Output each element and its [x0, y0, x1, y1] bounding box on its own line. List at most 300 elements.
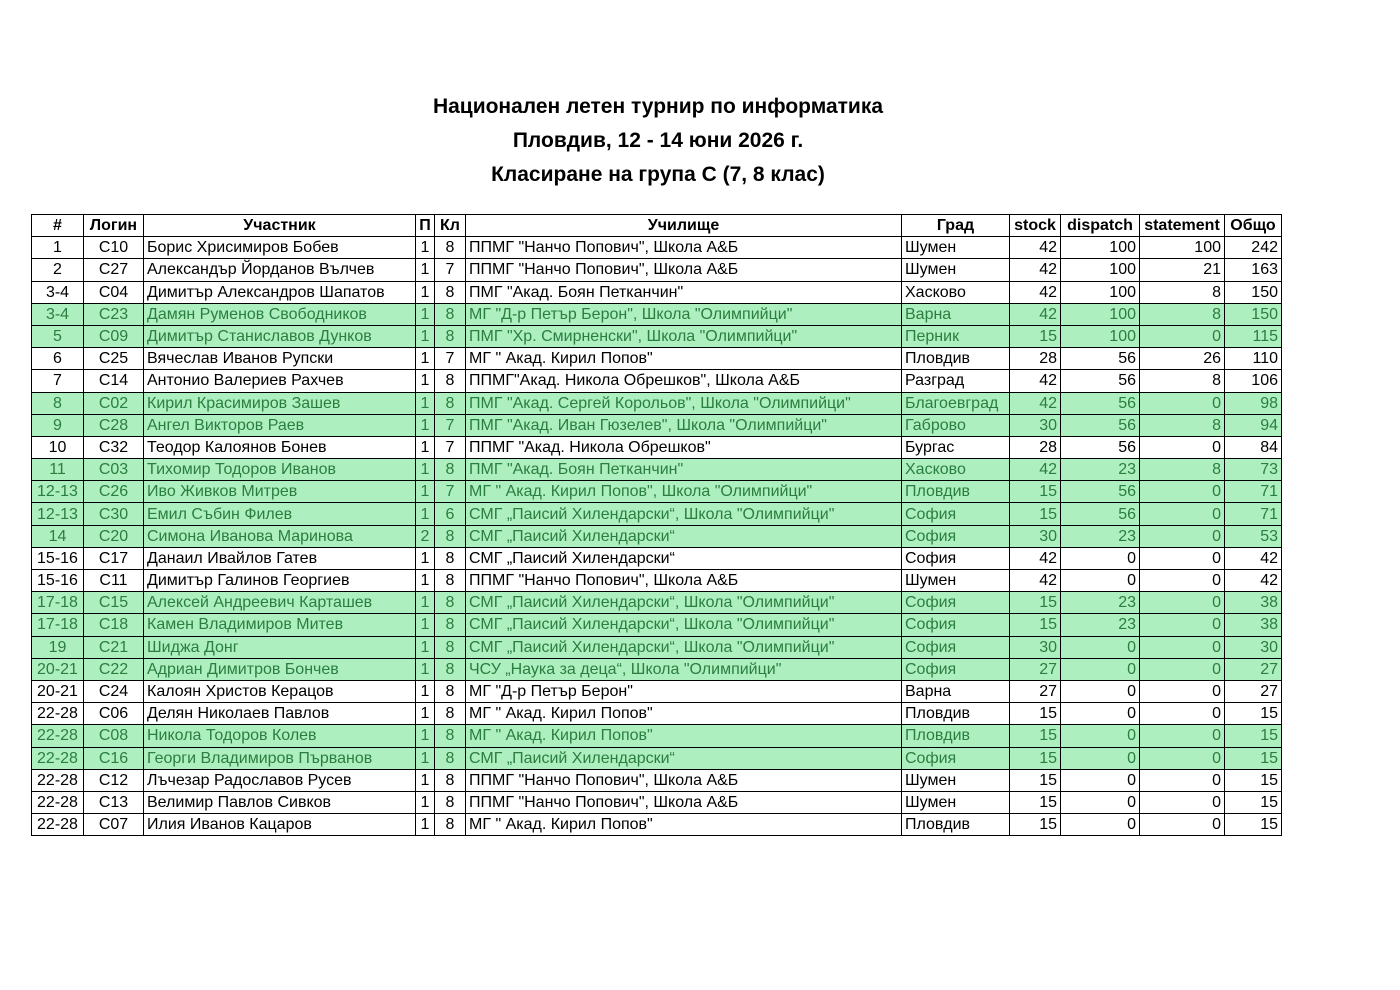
cell-total: 30: [1225, 636, 1282, 658]
cell-stock: 27: [1010, 658, 1061, 680]
cell-login: C25: [84, 348, 144, 370]
cell-stock: 42: [1010, 370, 1061, 392]
cell-total: 42: [1225, 570, 1282, 592]
cell-p: 1: [416, 459, 435, 481]
header-city: Град: [902, 215, 1010, 237]
cell-stock: 27: [1010, 680, 1061, 702]
cell-total: 15: [1225, 703, 1282, 725]
cell-participant: Димитър Галинов Георгиев: [144, 570, 416, 592]
header-rank: #: [32, 215, 84, 237]
cell-p: 1: [416, 680, 435, 702]
cell-city: Пловдив: [902, 481, 1010, 503]
cell-p: 1: [416, 747, 435, 769]
header-dispatch: dispatch: [1061, 215, 1140, 237]
cell-grade: 8: [435, 370, 466, 392]
cell-grade: 7: [435, 259, 466, 281]
cell-stock: 42: [1010, 281, 1061, 303]
cell-dispatch: 0: [1061, 814, 1140, 836]
cell-grade: 8: [435, 725, 466, 747]
cell-school: ПМГ "Акад. Сергей Корольов", Школа "Олимпийци": [466, 392, 902, 414]
cell-p: 1: [416, 570, 435, 592]
cell-stock: 15: [1010, 814, 1061, 836]
cell-dispatch: 100: [1061, 259, 1140, 281]
cell-stock: 15: [1010, 791, 1061, 813]
header-participant: Участник: [144, 215, 416, 237]
header-p: П: [416, 215, 435, 237]
cell-total: 38: [1225, 614, 1282, 636]
cell-login: C15: [84, 592, 144, 614]
header-login: Логин: [84, 215, 144, 237]
cell-total: 15: [1225, 814, 1282, 836]
cell-city: Шумен: [902, 259, 1010, 281]
cell-school: СМГ „Паисий Хилендарски“, Школа "Олимпийци": [466, 592, 902, 614]
cell-stock: 15: [1010, 703, 1061, 725]
cell-city: София: [902, 525, 1010, 547]
table-row: [32, 791, 1282, 813]
cell-participant: Делян Николаев Павлов: [144, 703, 416, 725]
title-line-2: Пловдив, 12 - 14 юни 2026 г.: [512, 129, 804, 152]
cell-school: МГ " Акад. Кирил Попов": [466, 703, 902, 725]
cell-city: Варна: [902, 303, 1010, 325]
cell-city: Перник: [902, 325, 1010, 347]
cell-statement: 0: [1140, 570, 1225, 592]
cell-login: C26: [84, 481, 144, 503]
cell-dispatch: 0: [1061, 703, 1140, 725]
cell-login: C17: [84, 547, 144, 569]
cell-dispatch: 23: [1061, 614, 1140, 636]
cell-p: 1: [416, 481, 435, 503]
cell-total: 84: [1225, 436, 1282, 458]
cell-grade: 8: [435, 592, 466, 614]
cell-participant: Илия Иванов Кацаров: [144, 814, 416, 836]
cell-school: ПМГ "Акад. Боян Петканчин": [466, 459, 902, 481]
cell-statement: 0: [1140, 503, 1225, 525]
table-row: [32, 636, 1282, 658]
cell-grade: 7: [435, 414, 466, 436]
cell-login: C07: [84, 814, 144, 836]
cell-participant: Димитър Александров Шапатов: [144, 281, 416, 303]
cell-stock: 30: [1010, 636, 1061, 658]
cell-stock: 42: [1010, 303, 1061, 325]
cell-statement: 0: [1140, 658, 1225, 680]
cell-participant: Велимир Павлов Сивков: [144, 791, 416, 813]
cell-participant: Димитър Станиславов Дунков: [144, 325, 416, 347]
cell-total: 73: [1225, 459, 1282, 481]
cell-login: C22: [84, 658, 144, 680]
table-row: [32, 281, 1282, 303]
cell-login: C02: [84, 392, 144, 414]
cell-dispatch: 56: [1061, 414, 1140, 436]
cell-participant: Лъчезар Радославов Русев: [144, 769, 416, 791]
cell-participant: Антонио Валериев Рахчев: [144, 370, 416, 392]
cell-dispatch: 56: [1061, 392, 1140, 414]
cell-grade: 8: [435, 459, 466, 481]
cell-total: 71: [1225, 503, 1282, 525]
cell-p: 1: [416, 592, 435, 614]
cell-grade: 7: [435, 436, 466, 458]
cell-participant: Калоян Христов Керацов: [144, 680, 416, 702]
cell-dispatch: 0: [1061, 658, 1140, 680]
cell-city: Шумен: [902, 791, 1010, 813]
header-row: [32, 215, 1282, 237]
cell-rank: 17-18: [32, 592, 84, 614]
cell-total: 15: [1225, 747, 1282, 769]
cell-city: Шумен: [902, 237, 1010, 259]
cell-statement: 8: [1140, 303, 1225, 325]
cell-stock: 30: [1010, 414, 1061, 436]
cell-p: 1: [416, 547, 435, 569]
cell-participant: Иво Живков Митрев: [144, 481, 416, 503]
cell-dispatch: 56: [1061, 348, 1140, 370]
table-row: [32, 414, 1282, 436]
table-row: [32, 436, 1282, 458]
cell-p: 1: [416, 814, 435, 836]
cell-rank: 15-16: [32, 547, 84, 569]
cell-p: 1: [416, 658, 435, 680]
cell-city: Габрово: [902, 414, 1010, 436]
cell-grade: 6: [435, 503, 466, 525]
cell-participant: Шиджа Донг: [144, 636, 416, 658]
cell-school: МГ " Акад. Кирил Попов": [466, 814, 902, 836]
cell-stock: 15: [1010, 592, 1061, 614]
cell-statement: 0: [1140, 814, 1225, 836]
cell-school: СМГ „Паисий Хилендарски“, Школа "Олимпийци": [466, 503, 902, 525]
cell-login: C14: [84, 370, 144, 392]
cell-school: МГ "Д-р Петър Берон": [466, 680, 902, 702]
cell-stock: 42: [1010, 237, 1061, 259]
cell-statement: 100: [1140, 237, 1225, 259]
cell-p: 1: [416, 636, 435, 658]
cell-grade: 8: [435, 303, 466, 325]
cell-rank: 19: [32, 636, 84, 658]
cell-school: ПМГ "Хр. Смирненски", Школа "Олимпийци": [466, 325, 902, 347]
cell-rank: 12-13: [32, 503, 84, 525]
cell-participant: Георги Владимиров Първанов: [144, 747, 416, 769]
cell-grade: 8: [435, 814, 466, 836]
cell-city: Шумен: [902, 769, 1010, 791]
cell-city: Пловдив: [902, 348, 1010, 370]
cell-participant: Борис Хрисимиров Бобев: [144, 237, 416, 259]
cell-p: 1: [416, 436, 435, 458]
table-row: [32, 525, 1282, 547]
cell-stock: 42: [1010, 259, 1061, 281]
cell-city: Пловдив: [902, 814, 1010, 836]
cell-p: 1: [416, 503, 435, 525]
cell-school: МГ " Акад. Кирил Попов": [466, 725, 902, 747]
title-line-1: Национален летен турнир по информатика: [432, 95, 884, 118]
table-row: [32, 547, 1282, 569]
cell-dispatch: 100: [1061, 325, 1140, 347]
cell-login: C10: [84, 237, 144, 259]
table-row: [32, 259, 1282, 281]
cell-grade: 8: [435, 658, 466, 680]
cell-login: C28: [84, 414, 144, 436]
table-row: [32, 481, 1282, 503]
cell-stock: 28: [1010, 436, 1061, 458]
cell-login: C20: [84, 525, 144, 547]
cell-total: 42: [1225, 547, 1282, 569]
cell-dispatch: 23: [1061, 459, 1140, 481]
cell-grade: 8: [435, 614, 466, 636]
cell-dispatch: 56: [1061, 370, 1140, 392]
cell-grade: 8: [435, 769, 466, 791]
cell-rank: 20-21: [32, 658, 84, 680]
cell-dispatch: 0: [1061, 680, 1140, 702]
cell-school: ЧСУ „Наука за деца“, Школа "Олимпийци": [466, 658, 902, 680]
cell-login: C24: [84, 680, 144, 702]
cell-rank: 6: [32, 348, 84, 370]
cell-school: ПМГ "Акад. Иван Гюзелев", Школа "Олимпийци": [466, 414, 902, 436]
cell-school: ППМГ "Нанчо Попович", Школа А&Б: [466, 791, 902, 813]
cell-school: МГ " Акад. Кирил Попов": [466, 348, 902, 370]
cell-stock: 42: [1010, 459, 1061, 481]
cell-dispatch: 0: [1061, 769, 1140, 791]
cell-total: 53: [1225, 525, 1282, 547]
cell-stock: 15: [1010, 769, 1061, 791]
table-row: [32, 459, 1282, 481]
cell-stock: 42: [1010, 392, 1061, 414]
cell-p: 1: [416, 414, 435, 436]
document-title: [0, 90, 1316, 192]
cell-stock: 15: [1010, 747, 1061, 769]
table-row: [32, 703, 1282, 725]
cell-login: C06: [84, 703, 144, 725]
cell-school: ППМГ "Нанчо Попович", Школа А&Б: [466, 570, 902, 592]
cell-total: 38: [1225, 592, 1282, 614]
cell-rank: 22-28: [32, 703, 84, 725]
cell-stock: 28: [1010, 348, 1061, 370]
cell-statement: 0: [1140, 436, 1225, 458]
cell-dispatch: 23: [1061, 592, 1140, 614]
cell-city: София: [902, 614, 1010, 636]
table-row: [32, 658, 1282, 680]
cell-dispatch: 100: [1061, 303, 1140, 325]
cell-login: C09: [84, 325, 144, 347]
cell-total: 150: [1225, 281, 1282, 303]
cell-school: СМГ „Паисий Хилендарски“, Школа "Олимпийци": [466, 636, 902, 658]
cell-participant: Ангел Викторов Раев: [144, 414, 416, 436]
cell-dispatch: 0: [1061, 547, 1140, 569]
results-table: [31, 214, 1282, 836]
table-row: [32, 747, 1282, 769]
cell-total: 27: [1225, 680, 1282, 702]
cell-statement: 21: [1140, 259, 1225, 281]
cell-statement: 0: [1140, 769, 1225, 791]
cell-city: Пловдив: [902, 703, 1010, 725]
cell-rank: 22-28: [32, 814, 84, 836]
cell-login: C11: [84, 570, 144, 592]
cell-grade: 8: [435, 636, 466, 658]
cell-p: 1: [416, 791, 435, 813]
cell-participant: Данаил Ивайлов Гатев: [144, 547, 416, 569]
cell-p: 1: [416, 725, 435, 747]
cell-rank: 3-4: [32, 281, 84, 303]
cell-rank: 17-18: [32, 614, 84, 636]
cell-school: ПМГ "Акад. Боян Петканчин": [466, 281, 902, 303]
table-row: [32, 348, 1282, 370]
table-row: [32, 592, 1282, 614]
cell-participant: Симона Иванова Маринова: [144, 525, 416, 547]
cell-participant: Камен Владимиров Митев: [144, 614, 416, 636]
table-row: [32, 392, 1282, 414]
cell-dispatch: 0: [1061, 791, 1140, 813]
cell-login: C16: [84, 747, 144, 769]
cell-rank: 22-28: [32, 791, 84, 813]
cell-school: МГ "Д-р Петър Берон", Школа "Олимпийци": [466, 303, 902, 325]
title-line-3: Класиране на група C (7, 8 клас): [491, 163, 825, 186]
table-row: [32, 614, 1282, 636]
cell-dispatch: 0: [1061, 725, 1140, 747]
cell-statement: 26: [1140, 348, 1225, 370]
cell-statement: 0: [1140, 392, 1225, 414]
cell-statement: 0: [1140, 680, 1225, 702]
cell-city: София: [902, 747, 1010, 769]
cell-grade: 8: [435, 325, 466, 347]
cell-statement: 0: [1140, 791, 1225, 813]
cell-login: C30: [84, 503, 144, 525]
table-row: [32, 303, 1282, 325]
table-row: [32, 325, 1282, 347]
cell-total: 71: [1225, 481, 1282, 503]
cell-statement: 0: [1140, 614, 1225, 636]
cell-p: 1: [416, 769, 435, 791]
cell-city: София: [902, 547, 1010, 569]
header-total: Общо: [1225, 215, 1282, 237]
cell-dispatch: 56: [1061, 481, 1140, 503]
cell-login: C03: [84, 459, 144, 481]
cell-stock: 30: [1010, 525, 1061, 547]
cell-city: Варна: [902, 680, 1010, 702]
cell-statement: 0: [1140, 481, 1225, 503]
cell-p: 1: [416, 259, 435, 281]
cell-dispatch: 0: [1061, 570, 1140, 592]
cell-city: София: [902, 658, 1010, 680]
cell-rank: 22-28: [32, 769, 84, 791]
cell-school: СМГ „Паисий Хилендарски“: [466, 547, 902, 569]
cell-participant: Емил Събин Филев: [144, 503, 416, 525]
cell-grade: 8: [435, 281, 466, 303]
cell-total: 242: [1225, 237, 1282, 259]
cell-total: 15: [1225, 725, 1282, 747]
cell-grade: 8: [435, 747, 466, 769]
cell-grade: 8: [435, 237, 466, 259]
cell-participant: Вячеслав Иванов Рупски: [144, 348, 416, 370]
cell-login: C23: [84, 303, 144, 325]
cell-p: 1: [416, 703, 435, 725]
header-school: Училище: [466, 215, 902, 237]
cell-dispatch: 0: [1061, 636, 1140, 658]
cell-school: СМГ „Паисий Хилендарски“: [466, 525, 902, 547]
cell-rank: 11: [32, 459, 84, 481]
cell-total: 94: [1225, 414, 1282, 436]
cell-rank: 7: [32, 370, 84, 392]
cell-grade: 8: [435, 392, 466, 414]
cell-total: 15: [1225, 791, 1282, 813]
cell-p: 1: [416, 392, 435, 414]
cell-grade: 8: [435, 791, 466, 813]
cell-grade: 8: [435, 680, 466, 702]
cell-p: 1: [416, 281, 435, 303]
table-row: [32, 370, 1282, 392]
cell-city: София: [902, 592, 1010, 614]
cell-grade: 8: [435, 525, 466, 547]
cell-participant: Никола Тодоров Колев: [144, 725, 416, 747]
cell-login: C27: [84, 259, 144, 281]
cell-login: C04: [84, 281, 144, 303]
cell-city: Пловдив: [902, 725, 1010, 747]
cell-stock: 42: [1010, 570, 1061, 592]
cell-statement: 0: [1140, 636, 1225, 658]
cell-school: МГ " Акад. Кирил Попов", Школа "Олимпийци": [466, 481, 902, 503]
cell-total: 98: [1225, 392, 1282, 414]
cell-city: София: [902, 503, 1010, 525]
cell-grade: 8: [435, 703, 466, 725]
cell-total: 163: [1225, 259, 1282, 281]
cell-grade: 8: [435, 570, 466, 592]
cell-participant: Теодор Калоянов Бонев: [144, 436, 416, 458]
cell-total: 106: [1225, 370, 1282, 392]
cell-total: 110: [1225, 348, 1282, 370]
cell-school: ППМГ "Нанчо Попович", Школа А&Б: [466, 237, 902, 259]
cell-rank: 22-28: [32, 725, 84, 747]
cell-city: Разград: [902, 370, 1010, 392]
cell-rank: 1: [32, 237, 84, 259]
cell-rank: 15-16: [32, 570, 84, 592]
header-stock: stock: [1010, 215, 1061, 237]
cell-login: C21: [84, 636, 144, 658]
cell-school: ППМГ "Акад. Никола Обрешков": [466, 436, 902, 458]
cell-rank: 5: [32, 325, 84, 347]
cell-p: 1: [416, 370, 435, 392]
cell-rank: 2: [32, 259, 84, 281]
cell-p: 1: [416, 348, 435, 370]
table-row: [32, 814, 1282, 836]
header-statement: statement: [1140, 215, 1225, 237]
cell-participant: Адриан Димитров Бончев: [144, 658, 416, 680]
cell-login: C18: [84, 614, 144, 636]
cell-statement: 8: [1140, 370, 1225, 392]
cell-total: 150: [1225, 303, 1282, 325]
cell-dispatch: 100: [1061, 237, 1140, 259]
cell-city: Благоевград: [902, 392, 1010, 414]
cell-p: 1: [416, 303, 435, 325]
cell-total: 115: [1225, 325, 1282, 347]
cell-participant: Тихомир Тодоров Иванов: [144, 459, 416, 481]
cell-participant: Дамян Руменов Свободников: [144, 303, 416, 325]
cell-login: C13: [84, 791, 144, 813]
cell-school: СМГ „Паисий Хилендарски“, Школа "Олимпийци": [466, 614, 902, 636]
cell-dispatch: 0: [1061, 747, 1140, 769]
cell-dispatch: 56: [1061, 503, 1140, 525]
cell-rank: 9: [32, 414, 84, 436]
cell-rank: 22-28: [32, 747, 84, 769]
cell-statement: 0: [1140, 325, 1225, 347]
cell-p: 1: [416, 325, 435, 347]
cell-statement: 8: [1140, 459, 1225, 481]
cell-login: C32: [84, 436, 144, 458]
cell-city: Хасково: [902, 459, 1010, 481]
cell-p: 1: [416, 614, 435, 636]
cell-statement: 0: [1140, 747, 1225, 769]
cell-statement: 0: [1140, 592, 1225, 614]
cell-stock: 15: [1010, 325, 1061, 347]
cell-statement: 0: [1140, 725, 1225, 747]
cell-city: Хасково: [902, 281, 1010, 303]
cell-dispatch: 56: [1061, 436, 1140, 458]
cell-statement: 8: [1140, 414, 1225, 436]
cell-participant: Кирил Красимиров Зашев: [144, 392, 416, 414]
cell-p: 1: [416, 237, 435, 259]
